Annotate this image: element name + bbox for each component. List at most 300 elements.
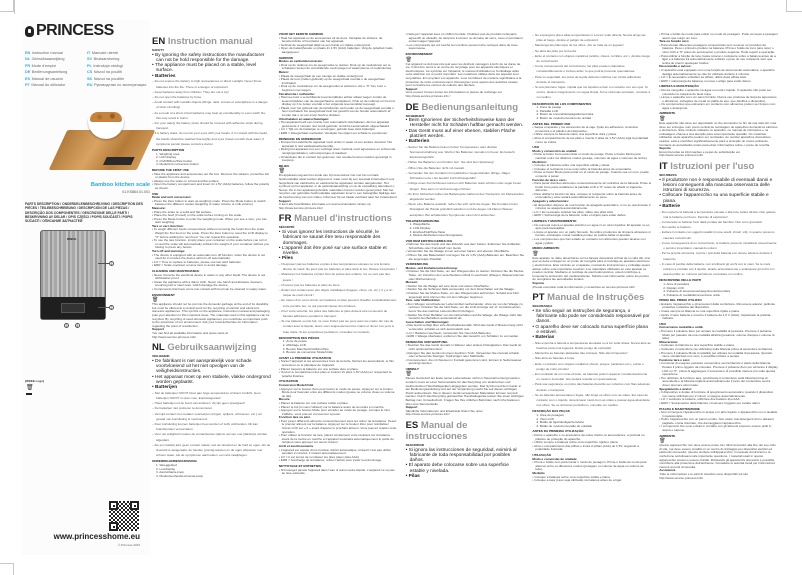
section-subheading: SICUREZZA xyxy=(659,173,677,177)
subheading: Tare or zero function: xyxy=(152,223,184,228)
bullet-item: • Prima o botão de modo para entrar no modo de pesagem. Pode começar a pesagem assim que surgir um zero. xyxy=(659,33,778,40)
bullet-item: • Os componentes que estiveram em contacto com alimentos podem ser limpos com água e detergente. xyxy=(659,103,778,110)
language-code: NL xyxy=(152,342,165,354)
battery-warning: – Para sua segurança, os pólos das baterias deverão ser cobertos com fitas adesivas durante o transporte. xyxy=(532,382,651,392)
battery-warning: – Para su seguridad, los polos de la pila deberán cubrirse con cintas adhesivas durante el transporte. xyxy=(532,75,651,85)
parts-list-item: 4. Modus/eenheidsconversie-knop xyxy=(156,473,204,478)
diagram-brand: RINCE xyxy=(67,237,77,241)
subheading: Medición: xyxy=(532,159,547,164)
section-subheading: SEGURIDAD xyxy=(405,443,425,447)
bullet-item: • Nehmen Sie das Gerät und das Zubehör aus dem Karton. Entfernen Sie Aufkleber, Schutzfolie oder Kunststoff vom Gerät. xyxy=(406,243,525,250)
bullet-item: • ERR = Sobrecarga de la báscula; retire el objeto para evitar daños. xyxy=(532,214,651,218)
bullet-item: • Clean the appliance with a damp cloth. Never use harsh and abrasive cleaners, scouring pad or steel wool, which damage the device. xyxy=(152,281,271,288)
section-subheading: ENVIRONNEMENT xyxy=(405,51,433,56)
subheading: Modo e conversão de unidade xyxy=(532,456,577,461)
bullet-item: • Plaats voor het gebruik van de tarrafunctie uw houder op de weegschaal voordat u hem inschakelt. De weegschaal trekt het gewicht van de houder automatisch af zonder dat u op een knop hoeft te drukken. xyxy=(279,107,398,118)
bullet-item: • Reinig het apparaat met een vochtige doek. Gebruik nooit agressieve en schurende reinigingsmiddelen, schuursponsjes of staalwol. xyxy=(279,148,398,155)
paragraph: Tutte le informazioni e le parti di ricambio sono disponibili sul sito http://www.service.princess.info! xyxy=(659,472,748,480)
copyright: © Princess 2019 xyxy=(117,543,140,547)
parts-list-item: 1. Weighing area xyxy=(156,151,180,156)
bullet-item: • Always use the scale on a hard and flat surface. xyxy=(152,180,271,184)
bullet-item: • Haal het apparaat en de accessoires uit de doos. Verwijder de stickers, de beschermfolie of het plastic van het apparaat. xyxy=(279,37,398,44)
battery-warning: – Mantenha as baterias afastadas das crianças. Não são brinquedos! xyxy=(532,351,651,356)
language-entry xyxy=(25,64,87,68)
product-code: 01.KS864.01.001 xyxy=(122,190,150,194)
bullet-item: • Pulire l'apparecchio con un panno umido. Non usare mai detergenti duri o abrasivi, pagliette o lana d'acciaio, che danneggiano l'apparecchio. xyxy=(659,418,778,425)
parts-list-item: 1. Weeggebied xyxy=(156,463,177,468)
bullet-item: • Sortez l'appareil et les accessoires hors de la boîte. Retirez les autocollants, le film protecteur ou le plastique de l'appareil. xyxy=(279,360,398,367)
bullet-item: • El dispositivo dispone de una función de apagado automático; si no se usa durante 2 minutos se apagará automáticamente. xyxy=(532,204,651,211)
safety-warning: • El aparato debe colocarse sobre una superficie estable y nivelada. xyxy=(406,463,525,474)
bullet-item: • Drücken Sie die Modus-Taste, um den Wiegemodus aufzurufen. Sobald eine Null angezeigt wird, können Sie mit dem Wiegen beginnen. xyxy=(406,292,525,299)
bullet-item: • Aprire il vano batterie e inserire 2 batterie da 1,5 V (AAA), rispettando la polarità indicata. xyxy=(659,314,778,321)
section-subheading: ENVIRONMENT xyxy=(152,292,175,297)
paragraph: U kunt alle beschikbare informatie en reserveonderdelen vinden op http://www.service.princess.info! xyxy=(278,202,371,210)
bullet-item: • Coloque a taça (caso seja utilizada) na balança antes de a ligar. xyxy=(532,479,651,483)
bullet-item: • Hiermee kunt u verschillende levensmiddelen achter elkaar wegen zonder de levensmiddelen van de weegschaal te verwijderen. Druk op de nulknop om het lcd-display op 0 te zetten voordat u het volgende levensmiddel toevoegt. xyxy=(279,96,398,107)
safety-warning: • De fabrikant is niet aansprakelijk voor schade voortvloeiend uit het niet opvolgen van de veiligheidsinstructies. xyxy=(152,359,271,375)
manual-title: Gebruiksaanwijzing xyxy=(167,342,257,354)
subheading: Modo y conversión de unidad: xyxy=(532,148,578,153)
environment-block xyxy=(659,439,778,469)
section-subheading: UTILISATION xyxy=(278,379,298,384)
bullet-item: • ERR = Scale overload, remove item to avoid damage. xyxy=(152,264,271,268)
subheading: Soporte xyxy=(532,280,545,285)
subheading: Apagado y advertencias: xyxy=(532,199,570,204)
language-heading xyxy=(406,102,525,113)
section-subheading: VOOR HET EERSTE GEBRUIK xyxy=(278,32,324,36)
subheading: Mesure xyxy=(278,397,290,402)
callout-2: 2 xyxy=(110,305,113,310)
callout-1: 1 xyxy=(110,261,113,266)
parts-list-item: 4. Botón de modo/conversión de unidad xyxy=(536,116,592,121)
parts-list-item: 3. Pulsante di accensione/spegnimento/zero/tara xyxy=(663,289,731,294)
bullet-item: • Non immergere l'apparecchio in acqua o in altro liquido. L'apparecchio non è lavabile in lavastoviglie. xyxy=(659,411,778,418)
language-code: EN xyxy=(152,36,166,47)
battery-warning: – Do not open the batteries by force. xyxy=(152,95,271,100)
parts-list-item: 4. Modus-/Einheitenumrechnungstaste xyxy=(409,233,463,238)
battery-warning: – Vermijd contact met metalen voorwerpen (ringen, spijkers, schroeven, etc.) om gevaar van kortsluiting te voorkomen! xyxy=(152,412,271,422)
environment-block xyxy=(532,252,651,282)
parts-list-item: 2. Display LCD xyxy=(663,285,684,290)
section-subheading: UMWELT xyxy=(405,366,419,371)
language-heading xyxy=(406,420,525,442)
language-code: ES xyxy=(25,76,31,81)
battery-warning: – If a battery leaks, do not rub your eyes with your hands. If in contact with the liquid, the hands should be washed thoroughly and eyes rinsed out with clear water, if symptoms persist please consult a doctor. xyxy=(152,131,271,147)
language-code: CS xyxy=(87,70,93,75)
bullet-item: • Pour peser différents aliments consécutivement sans les retirer de la balance. Pesez le premier aliment sur la balance. Appuyez sur le bouton Zéro pour réinitialiser l'écran LCD sur « 0 » avant d'ajouter le prochain aliment. Vous pouvez répéter cette opération. xyxy=(279,420,398,434)
environment-block xyxy=(279,169,398,199)
callout-4: 4 xyxy=(76,324,79,328)
section-subheading: SICHERHEIT xyxy=(405,113,425,118)
environment-block xyxy=(659,117,778,147)
bullet-item: • Dompel het elektrische apparaat nooit onder in water of een andere vloeistof. Het apparaat is niet vaatwasserbestendig. xyxy=(279,141,398,148)
product-name: Bamboo kitchen scale xyxy=(90,182,150,188)
battery-warning: – As a result of a short circuit batteries may heat up considerably or even catch fire, this may result in burns. xyxy=(152,111,271,121)
weee-bin-icon: 🗑 xyxy=(405,56,412,63)
section-subheading: LIMPIEZA Y MANTENIMIENTO xyxy=(532,219,577,224)
battery-warning: – Als een batterij lekt, geen contact maken met de vloeistof en de huid en ogen. Als de vloeistof is aangeraakt, de handen grondig wassen en de ogen afspoelen met schoon water. Als de symptomen aanhouden, een arts raadplegen. xyxy=(152,443,271,459)
environment-block xyxy=(152,298,271,328)
section-subheading: PULIZIA E MANUTENZIONE xyxy=(659,406,700,411)
language-label: Mode d'emploi xyxy=(31,63,57,68)
subheading: Support xyxy=(278,198,291,203)
parts-list-item: 3. Botão de ligar/desligar/zero/tara xyxy=(536,420,584,425)
battery-warning: – Avoid contact with metallic objects (Rings, nails, screws et cetera)there is a danger of short circuiting! xyxy=(152,100,271,110)
callout-line xyxy=(98,263,109,264)
language-code: NL xyxy=(25,57,31,62)
paragraph: Encontra todas as informações e peças de substituição em http://www.service.princess.info! xyxy=(659,149,741,158)
subheading: Meten: xyxy=(278,69,289,74)
battery-warning: – Mantenga las pilas lejos de los niños. ¡No se trata de un juguete! xyxy=(532,43,651,48)
bullet-item: • Verwenden Sie die Waage immer auf einer harten und ebenen Oberfläche. xyxy=(406,250,525,254)
weee-bin-icon: 🗑 xyxy=(26,385,34,391)
bullet-item: • The device is equipped with an automatic turn off function, when the device is not used for 2 minutes the device will turn off automatically. xyxy=(152,254,271,261)
language-entry xyxy=(25,51,87,55)
manual-title: Manuel d'instructions xyxy=(294,213,392,225)
bullet-item: • Coloque el recipiente (si se usa) sobre la báscula antes de encenderla. xyxy=(532,168,651,172)
bullet-item: • Consente di eseguire pesature consecutive senza liberare il piatto della bilancia. Pesare il primo oggetto da misurare. Premere il pulsante Zero per azzerare il display LCD su "0", prima di aggiungere il successivo. È possibile ripetere più volte questa operazione. xyxy=(659,362,778,376)
parts-list-item: 2. Pantalla LCD xyxy=(536,108,559,113)
section-subheading: NETTOYAGE ET ENTRETIEN xyxy=(278,464,321,469)
bullet-item: • Appuyez sur le bouton Zéro pour lancer le mode de pesée. Appuyez sur le bouton Mode pour basculer entre les différents modes (pesée ou volume d'eau ou volume de lait). xyxy=(279,388,398,399)
language-code: SK xyxy=(87,76,93,81)
bullet-item: • Reinigen Sie das Gerät mit einem feuchten Tuch. Verwenden Sie niemals scharfe oder scheuernde Reiniger, Topfreiniger oder Stahlwolle. xyxy=(406,352,525,359)
bullet-item: • Pour utiliser la fonction de tare, placez simplement votre récipient sur la balance avant de la mettre en marche et l'appareil soustraira automatiquement le poids du récipient sans appuyer sur aucun bouton. xyxy=(279,434,398,445)
subheading: Mode and unit conversion: xyxy=(152,195,192,200)
callout-line xyxy=(98,307,109,308)
safety-warning: • Collocare l'apparecchio su una superficie stabile e piana. xyxy=(659,193,778,204)
language-label: Návod na použitie xyxy=(93,76,125,81)
product-photo xyxy=(58,112,150,182)
bullet-item: • Appuyez sur le bouton Mode pour accéder au mode de pesage. Lorsque le zéro s'affiche, vous pouvez commencer à peser. xyxy=(279,409,398,416)
weee-bin-icon: 🗑 xyxy=(278,168,286,175)
language-entry xyxy=(25,70,87,74)
parts-list-item: 4. Bouton de conversion Mode/Unité xyxy=(282,350,333,355)
battery-warning: – Do not expose the battery to high temperatures or direct sunlight. Never throw batteries into the fire. There is a danger of explosion! xyxy=(152,79,271,89)
language-code: FR xyxy=(25,63,31,68)
manual-title: Manual de Instruções xyxy=(547,292,645,304)
weee-bin-icon: 🗑 xyxy=(659,438,666,445)
battery-warning: – Door kortsluiting kunnen batterijen heet worden of zelfs ontbranden. Dit kan brandwonden veroorzaken. xyxy=(152,422,271,432)
weee-bin-icon: 🗑 xyxy=(152,297,159,304)
language-entry xyxy=(87,83,149,87)
battery-warning: – Voor uw veiligheid moeten de contactpunten tijdens vervoer met plakstrips worden afgeplakt. xyxy=(152,432,271,442)
battery-warning: – Non aprire le batterie. xyxy=(659,225,778,230)
safety-warning: • Il produttore non è responsabile di eventuali danni e lesioni conseguenti alla mancata osservanza delle istruzioni di sicurezza. xyxy=(659,178,778,194)
section-subheading: USO xyxy=(532,145,540,150)
paragraph: Sämtliche Informationen und Ersatzteile finden Sie unter http://www.service.princess.info! xyxy=(405,408,483,417)
manual-text-columns xyxy=(152,33,778,483)
battery-warning: – N'ouvrez pas les batteries et piles de force. xyxy=(279,283,398,288)
safety-warning: • By ignoring the safety instructions the manufacturer can not be hold responsible for the damage. xyxy=(152,53,271,64)
language-label: Руководство по эксплуатации xyxy=(93,82,147,87)
environment-block xyxy=(406,372,525,406)
bullet-item: • No sumerja nunca el aparato eléctrico en agua ni en otros líquidos. El aparato no es apto para lavavajillas. xyxy=(532,224,651,231)
subheading: Desconexão e avisos: xyxy=(659,64,692,69)
bullet-item: • To weigh different foods consecutively without removing the foods from the scale. Weigh the first food on the scale. Press the Zero button to reset the LCD display to "0" before adding the next food. You can repeat this operation. xyxy=(152,228,271,239)
section-subheading: DESCRIPTION DES PIÈCES xyxy=(278,335,320,340)
scale-display xyxy=(103,157,135,165)
battery-warning: – For your safety the battery poles should be covered with adhesive strips during transport. xyxy=(152,121,271,131)
language-code: RU xyxy=(87,82,93,87)
crop-mark xyxy=(0,0,14,12)
bullet-item: • Limpe o aparelho com um pano húmido. Nunca use produtos de limpeza agressivos e abrasivos, esfregões de metal ou palha de aço, que danifica o dispositivo. xyxy=(659,96,778,103)
environment-text: Questo apparecchio non deve essere posto tra i rifiuti domestici alla fine del suo ciclo di vita, ma deve essere smaltito in un centro di riciclaggio per dispositivi elettrici ed elettronici domestici. Questo simbolo sull'apparecchio, il manuale di istruzioni e la confezione sottolineano tale importante questione. I materiali usati in questo apparecchio possono essere riciclati. Riciclando gli apparecchi domestici è possibile contribuire alla protezione dell'ambiente. Contattare le autorità locali per informazioni inerenti ai punti di raccolta. xyxy=(659,443,776,469)
bullet-item: • Pulse el botón Modo para entrar en el modo de pesaje. Cuando vea un cero, puede empezar a pesar. xyxy=(532,171,651,178)
battery-warning: – Evite el contacto con objetos metálicos (anillos, clavos, tornillos, etc.). ¡Existe riesgo de cortocircuito! xyxy=(532,54,651,64)
subheading: Misurazione: xyxy=(659,339,679,344)
language-label: Bedienungsanleitung xyxy=(31,70,68,75)
battery-warning: – Évitez tout contact avec des objets métalliques (bagues, clous, vis, etc.). Il y a un risque de court-circuit ! xyxy=(279,288,398,298)
bullet-item: • Placez le bol (si vous l'utilisez) sur la balance avant de la mettre en marche. xyxy=(279,406,398,410)
parts-list-item: 1. Zona de pesaje xyxy=(536,105,562,110)
language-label: Návod na použití xyxy=(93,70,123,75)
subheading: Uitschakelen en waarschuwingen: xyxy=(278,116,330,121)
manual-title: Bedienungsanleitung xyxy=(421,101,519,113)
batteries-heading: • Baterias xyxy=(532,335,651,341)
section-subheading: USE xyxy=(152,191,159,196)
parts-list-item: 4. Mode/Unit conversion button xyxy=(156,162,199,167)
section-subheading: DESCRIZIONE DELLE PARTI xyxy=(659,278,702,283)
subheading: Tara- oder Nullfunktion: xyxy=(405,298,441,303)
bullet-item: • Usare sempre la bilancia su una superficie rigida e piana. xyxy=(659,310,778,314)
bullet-item: • Coloque la báscula sobre una superficie sólida y plana. xyxy=(532,164,651,168)
subheading: Ausschalten und Warnungen: xyxy=(405,319,450,324)
battery-warning: – Per la propria sicurezza, coprire i poli della batteria con strisce adesive durante il trasporto. xyxy=(659,251,778,261)
section-subheading: AMBIENTE xyxy=(659,111,676,116)
section-subheading: GEBRUIK xyxy=(278,55,294,60)
safety-warning: • Het apparaat moet op een stabiele, vlakke ondergrond worden geplaatst. xyxy=(152,375,271,386)
weee-bin-icon: 🗑 xyxy=(659,116,666,123)
section-subheading: AMBIENTE xyxy=(659,433,676,438)
language-label: Manual do utilizador xyxy=(31,82,66,87)
bullet-item: • LO = Tijd om de batterijen te vervangen; gebruik twee AAA-batterijen xyxy=(279,128,398,132)
language-label: Bruksanvisning xyxy=(93,57,120,62)
bullet-item: • Retire o aparelho e os acessórios da caixa. Retire os autocolantes, a película ou plástico de proteção do aparelho. xyxy=(532,434,651,441)
battery-warning: – Si une batterie ou pile fuit, ne vous frottez pas les yeux avec les mains. En cas de contact avec le liquide, lavez-vous soigneusement les mains et rincez vos yeux à l'eau claire. Si les symptômes persistent, consultez un médecin. xyxy=(279,319,398,335)
paragraph: You can find all available information and spare parts at http://www.service.princess.info! xyxy=(152,330,228,339)
bullet-item: • Abra o compartimento das pilhas e insira 2 pilhas (AAA) de 1,5V, seguindo a polaridade ilustrada. xyxy=(532,445,651,452)
manual-title: Istruzioni per l'uso xyxy=(670,161,755,172)
parts-list-item: 4. Botão de modo/conversão de unidade xyxy=(536,423,593,428)
bullet-item: • LO = sostituire le batterie; utilizzare due batterie tipo AAA. xyxy=(659,398,778,402)
bullet-item: • Estrarre l'apparecchio e gli accessori dalla confezione. Rimuovere adesivi, pellicola protettiva o plastica dal dispositivo. xyxy=(659,303,778,310)
battery-warning: – Wenn eine Batterie ausläuft, reiben Sie sich nicht die Augen. Bei Kontakt mit der Flüssigkeit die Hände gründlich waschen und die Augen mit klarem Wasser ausspülen. Bei anhaltenden Symptomen einen Arzt aufsuchen. xyxy=(406,202,525,218)
paragraph: Vous pouvez trouver toutes les informations et pièces de rechange sur http://www.service.princess.info ! xyxy=(405,90,503,98)
subheading: Measure: xyxy=(152,205,166,210)
subheading: Arrêt et avertissements xyxy=(278,444,314,449)
battery-warning: – Como consecuencia del cortocircuito, las pilas pueden calentarse considerablemente o incluso arder, lo que podría provocar quemaduras. xyxy=(532,64,651,74)
battery-warning: – De batterijen niet proberen te demonteren. xyxy=(152,406,271,411)
battery-warning: – N'exposez pas les batteries et piles à des températures élevées ou à la lumière directe du soleil. Ne jetez pas les batteries et piles dans le feu. Risque d'explosion ! xyxy=(279,262,398,272)
language-entry xyxy=(87,70,149,74)
bullet-item: • Place the scale on a solid and flat surface. xyxy=(152,211,271,215)
section-subheading: MILIEU xyxy=(278,163,290,168)
language-heading xyxy=(659,161,778,172)
bullet-item: • Limpie el aparato con un paño húmedo. No utilice productos de limpieza abrasivos ni fuertes, estropajos o lana metálica porque se podría dañar el aparato. xyxy=(532,231,651,238)
battery-warning: – Houd batterijen uit de buurt van kinderen. Zij zijn geen speelgoed! xyxy=(152,401,271,406)
safety-warning: • The appliance must be placed on a stable, level surface. xyxy=(152,63,271,74)
battery-warning: – Em resultado de um curto-circuito, as baterias podem aquecer consideravelmente ou mesmo incendiar. Isto poderá resultar em queimaduras. xyxy=(532,372,651,382)
weee-bin-icon: 🗑 xyxy=(405,371,412,378)
parts-list-item: 3. Bouton Marche/Arrêt/Zéro/Tare xyxy=(282,346,329,351)
section-subheading: VERWENDUNG xyxy=(405,262,429,267)
section-subheading: CLEANING AND MAINTENANCE xyxy=(152,269,200,274)
environment-text: Este aparato no debe desecharse con la basura doméstica al final de su vida útil, sino que se debe entregar en un punto de recogida para el reciclaje de aparatos eléctricos y electrónicos. Este símbolo en el aparato, manual de instrucciones y embalaje quiere alertar sobre esta importante cuestión. Los materiales utilizados en este aparato se pueden reciclar. Mediante el reciclaje de electrodomésticos, usted contribuye a fomentar la protección del medioambiente. Solicite más información sobre los puntos de recogida a las autoridades locales. xyxy=(532,255,651,282)
language-code: PT xyxy=(25,82,30,87)
section-subheading: PRIMA DEL PRIMO UTILIZZO xyxy=(659,298,702,303)
bullet-item: • Saque el aparato y los accesorios de la caja. Quite los adhesivos, la lámina protectora o el plástico del dispositivo. xyxy=(532,126,651,133)
crop-mark xyxy=(786,0,802,12)
diagram-display-panel xyxy=(41,297,105,319)
battery-warning: – Zu Ihrer Sicherheit sollten die Batteriepole während des Transports mit Klebestreifen abgedeckt werden. xyxy=(406,192,525,202)
batteries-heading: • Piles xyxy=(279,256,398,262)
language-label: Gebruiksaanwijzing xyxy=(31,57,65,62)
parts-list-item: 1. Wiegefläche xyxy=(409,222,431,227)
bullet-item: • ERR = sobrecarga da balança; remova o artigo para evitar danos. xyxy=(659,80,778,84)
bullet-item: • Open de batterijhouder en plaats 2x 1,5V (AAA) batterijen. Volg de polariteit zoals aangegeven. xyxy=(279,47,398,54)
section-subheading: SÉCURITÉ xyxy=(278,225,295,230)
language-list xyxy=(25,51,150,87)
section-subheading: VOR DEM ERSTEN GEBRAUCH xyxy=(405,238,453,243)
bullet-item: • L'appareil est équipé d'une fonction d'arrêt automatique, lorsqu'il n'est pas utilisé pendant 2 minutes, il s'éteint automatiquement. xyxy=(279,449,398,456)
language-heading xyxy=(152,36,271,47)
parts-list-item: 2. LCD-Display xyxy=(409,225,431,230)
section-subheading: DESCRIPCIÓN DE LOS COMPONENTES xyxy=(532,101,592,106)
paragraph: ¡Puede encontrar toda la información y recambios en service.princess.info! xyxy=(532,284,635,289)
battery-warning: – Se as baterias apresentarem fugas, não limpe os olhos com as mãos. Em caso de contacto com o líquido, deverá lavar muito bem as mãos e passar água abundante nos olhos. Se os sintomas persistirem, consulte um médico. xyxy=(532,393,651,409)
section-subheading: UTILIZAÇÃO xyxy=(532,452,552,457)
language-heading xyxy=(532,292,651,303)
safety-warning: • Se não seguir as instruções de segurança, o fabricante não pode ser considerado responsável por danos. xyxy=(532,309,651,325)
bullet-item: • Utilice siempre la báscula sobre una superficie dura y plana. xyxy=(532,133,651,137)
bullet-item: • Open the battery compartment and insert 2x 1.5V (AAA) batteries, follow the polarity as shown. xyxy=(152,183,271,190)
environment-text: Dieses Gerät darf am Ende seiner Lebensdauer nicht im Hausmüll entsorgt werden, sondern muss an einer Sammelstelle für das Recycling von elektrischen und elektronischen Haushaltsgeräten abgegeben werden. Das Symbol auf dem Gerät, in der Bedienungsanleitung und auf der Verpackung macht Sie auf diesen wichtigen Punkt aufmerksam. Die in diesem Gerät verwendeten Materialien können recycelt werden. Durch das Recycling gebrauchter Haushaltsgeräte leisten Sie einen wichtigen Beitrag zum Umweltschutz. Fragen Sie Ihre örtlichen Behörden nach Informationen über eine Sammelstelle. xyxy=(405,376,524,406)
bullet-item: • Stellen Sie die Waage auf eine feste und ebene Oberfläche. xyxy=(406,285,525,289)
bullet-item: • Prima o botão zero para iniciar o modo de pesagem. Prima o botão de modo para alternar entre os diferentes modos (pesagem ou volume de água ou volume de leite). xyxy=(532,461,651,472)
callout-3: 3 xyxy=(65,324,68,328)
subheading: Support xyxy=(152,327,164,332)
language-entry xyxy=(87,64,149,68)
bullet-item: • Les composants qui ont touché la nourriture peuvent être nettoyés dans de l'eau savonneuse. xyxy=(406,44,525,51)
safety-warning: • L'appareil doit être posé sur une surface stable et nivelée. xyxy=(279,246,398,257)
safety-warning: • Si vous ignorez les instructions de sécurité, le fabricant ne saurait être tenu responsable des dommages. xyxy=(279,230,398,246)
subheading: Tarrafunctie / nulfunctie: xyxy=(278,91,315,96)
section-subheading: PARTS DESCRIPTION xyxy=(152,148,185,153)
bullet-item: • LO = Batterien wechseln; verwenden Sie zwei AAA-Batterien xyxy=(406,332,525,336)
batteries-heading: • Batterie xyxy=(659,204,778,210)
language-code: DE xyxy=(25,70,31,75)
bullet-item: • Utilize sempre a balança sobre uma superfície rígida e plana. xyxy=(532,441,651,445)
section-subheading: LIMPEZA E MANUTENÇÃO xyxy=(659,84,699,89)
bullet-item: • Plaats de weegschaal op een stevige en vlakke ondergrond. xyxy=(279,75,398,79)
language-code: IT xyxy=(87,51,91,55)
bullet-item: • Press the Zero button to start up weighing mode. Press the Mode button to switch between the different modes (weighing or water volume or milk volume). xyxy=(152,200,271,207)
bullet-item: • Druk op de nulknop om de weegmodus te starten. Druk op de modusknop om te schakelen tussen de verschillende modi (wegen of watervolume of melkvolume). xyxy=(279,64,398,71)
bullet-item: • Collocare la bilancia su una superficie stabile e piana. xyxy=(659,344,778,348)
section-subheading: MEDIO AMBIENTE xyxy=(532,246,560,251)
bullet-item: • Zum Wiegen verschiedener Lebensmittel nacheinander, ohne sie von der Waage zu nehmen. Drücken Sie die Null-Taste, um die LCD-Anzeige auf „0“ zurückzusetzen, bevor Sie das nächste Lebensmittel hinzufügen. xyxy=(406,303,525,314)
bullet-item: • Collocare il contenitore (se utilizzato) sulla bilancia prima di accendere la bilancia. xyxy=(659,348,778,352)
battery-warning: – Non esporre la batteria a temperature elevate o alla luce solare diretta. Non gettare mai le batterie nel fuoco. Pericolo di esplosioni! xyxy=(659,210,778,220)
parts-list-item: 2. Visor LCD xyxy=(536,416,554,421)
subheading: Assistenza xyxy=(659,468,676,473)
website-url[interactable]: www.princesshome.eu xyxy=(53,532,140,541)
safety-warning: • O aparelho deve ser colocado numa superfície plana e estável. xyxy=(532,325,651,336)
subheading: Support xyxy=(405,86,418,91)
bullet-item: • LO = Il est temps de remplacer les piles (deux piles AAA) xyxy=(279,456,398,460)
subheading: Tara ou função zero: xyxy=(659,39,690,44)
qr-code[interactable] xyxy=(108,500,140,532)
language-code: EN xyxy=(25,51,31,55)
safety-warning: • Das Gerät muss auf einer ebenen, stabilen Fläche platziert werden. xyxy=(406,129,525,140)
bullet-item: • Stellen Sie die Schüssel (falls verwendet) vor dem Einschalten auf die Waage. xyxy=(406,288,525,292)
battery-warning: – No abra las pilas por la fuerza. xyxy=(532,49,651,54)
language-entry xyxy=(87,77,149,81)
crest-icon xyxy=(25,26,34,37)
bullet-item: • Het apparaat heeft een functie voor automatisch uitschakelen. Als het apparaat gedurende 2 minuten niet wordt gebruikt, wordt het automatisch uitgeschakeld. xyxy=(279,121,398,128)
crop-mark xyxy=(0,563,14,575)
section-subheading: USO xyxy=(659,321,666,326)
bullet-item: • Öffnen Sie das Batteriefach und legen Sie 2x 1,5V (AAA)-Batterien ein. Beachten Sie die angezeigte Polarität. xyxy=(406,254,525,261)
section-subheading: VEILIGHEID xyxy=(152,354,170,359)
nuts xyxy=(90,112,122,122)
battery-warning: – Keep batteries away from children. They are not a toy! xyxy=(152,90,271,95)
bullet-item: • Abra el compartimento de las pilas e inserte 2 pilas de 1,5V (AAA) siga la polaridad como se indica. xyxy=(532,137,651,144)
weee-bin-icon: 🗑 xyxy=(532,250,539,257)
section-subheading: REINIGUNG UND WARTUNG xyxy=(405,339,448,344)
bullet-item: • Para pesar distintos alimentos consecutivamente sin retirarlos de la báscula. Pulse el botón Cero para restablecer la pantalla LCD a "0" antes de añadir el siguiente alimento. xyxy=(532,182,651,193)
safety-warning: • Beim Ignorieren der Sicherheitshinweise kann der Hersteller nicht für Schäden haftbar gemacht werden. xyxy=(406,118,525,129)
bullet-item: • Components that have come into contact with food can be cleaned in soapy water. xyxy=(152,288,271,292)
battery-warning: – Vermeiden Sie den Kontakt mit metallischen Gegenständen (Ringe, Nägel, Schrauben usw.). Es besteht Kurzschlussgefahr! xyxy=(406,171,525,181)
diagram-lcd xyxy=(61,303,85,313)
parts-heading: PARTS DESCRIPTION / ONDERDELENBESCHRIJVING / DESCRIPTION DES PIÈCES / TEILEBESCHREIBUNG / DESCRIPCIÓN DE LAS PIEZAS / DESCRIÇÃO DOS COMPONENTES / DESCRIZIONE DELLE PARTI / BESKRIVNING AV DELAR / OPIS CZĘŚCI / POPIS SOUČÁSTÍ / POPIS SÚČASTÍ / ОПИСАНИЕ ЗАПЧАСТЕЙ xyxy=(25,202,143,224)
bullet-item: • Pulse el botón Cero para iniciar el modo de pesaje. Pulse el botón Modo para cambiar entre los distintos modos (pesaje, volumen de agua o volumen de leche). xyxy=(532,153,651,160)
bullet-item: • Komponenten, die mit Speisen in Kontakt gekommen sind, können in Seifenwasser gereinigt werden. xyxy=(406,359,525,366)
subheading: Conversion Mode/Unité xyxy=(278,382,314,387)
bullet-item: • Para utilizar la función de tara, coloque el recipiente sobre la báscula antes de encenderla y esta restará automáticamente su peso. xyxy=(532,193,651,200)
battery-warning: – Pour votre sécurité, les pôles des batteries et piles doivent être recouverts de bandes adhésives pendant le transport. xyxy=(279,309,398,319)
bullet-item: • Take the appliance and accessories out the box. Remove the stickers, protective foil or plastic from the device. xyxy=(152,173,271,180)
bullet-item: • LO = É necessário substituir as pilhas; utilize duas pilhas AAA. xyxy=(659,76,778,80)
bullet-item: • Press the Mode button to enter the weighing mode. When you see a zero, you can start weighing. xyxy=(152,218,271,225)
subheading: Messen: xyxy=(405,280,418,285)
bullet-item: • Stellen Sie Ihren Behälter vor dem Einschalten auf die Waage; die Waage zieht das Gewicht des Behälters automatisch ab. xyxy=(406,314,525,321)
parts-list-item: 3. Aan/uit/tarra-knop xyxy=(156,470,184,475)
environment-text: Este aparelho não deve ser depositado no lixo doméstico no fim da sua vida útil, mas deve ser entregue num ponto central de reciclagem de aparelhos domésticos elétricos e eletrónicos. Este símbolo indicado no aparelho, no manual de instruções e na embalagem chama a sua atenção para esta importante questão. Os materiais utilizados neste aparelho podem ser reciclados. Ao reciclar aparelhos domésticos usados, está a contribuir significativamente para a proteção do nosso ambiente. Contacte as autoridades locais para obter informações sobre o ponto de recolha. xyxy=(659,121,778,147)
weee-label: [WEEE Logo] xyxy=(25,379,44,383)
subheading: Spegnimento e avvisi: xyxy=(659,386,692,391)
battery-warning: – Stel de batterijen NOOIT bloot aan hoge temperaturen of direct zonlicht. Gooi batterijen NOOIT in open vuur. Explosiegevaar! xyxy=(152,391,271,401)
manual-title: Manual de instrucciones xyxy=(405,420,468,442)
language-label: Instruction manual xyxy=(31,51,63,55)
parts-list-item: 3. Ein/Aus/Null/Tara-Taste xyxy=(409,229,446,234)
language-code: DE xyxy=(405,101,419,113)
bullet-item: • Nunca mergulhe o aparelho na água ou noutro líquido. O aparelho não pode ser colocado na máquina de lavar loiça. xyxy=(659,89,778,96)
language-entry xyxy=(25,57,87,61)
battery-warning: – Evite o contacto com objetos metálicos (Anéis, pregos, parafusos etc.), existe o perigo de curto-circuito! xyxy=(532,362,651,372)
environment-text: Dit apparaat mag aan het einde van zijn levensduur niet met het normale huishoudelijke afval worden afgevoerd, maar moet bij een speciaal inzamelpunt voor hergebruik van elektrische en elektronische apparaten worden aangeboden. Het symbool op het apparaat, in de gebruiksaanwijzing en op de verpakking attendeert u hierop. De in het apparaat gebruikte materialen kunnen worden gerecycled. Met het recyclen van gebruikte huishoudelijke apparaten levert u een belangrijke bijdrage aan de bescherming van ons milieu. Informeer bij uw lokale overheid naar het inzamelpunt. xyxy=(278,173,398,199)
battery-warning: – Si una pila tiene fugas, impida que los líquidos entren en contacto con sus ojos. Si ocurre, lávelos íntegramente con agua limpia. Si los síntomas persisten, consulte a su médico. xyxy=(532,85,651,101)
subheading: Suporte xyxy=(659,146,671,151)
bullet-item: • Druk op de modusknop om de weegmodus te activeren. Als u "0" ziet, kunt u beginnen met wegen. xyxy=(279,85,398,92)
section-subheading: BEFORE THE FIRST USE xyxy=(152,167,189,172)
brand-name: PRINCESS xyxy=(36,22,114,39)
battery-warning: – Infolge eines Kurzschlusses können sich Batterien stark erhitzen oder sogar Feuer fangen. Dies kann zu Verbrennungen führen. xyxy=(406,181,525,191)
language-heading xyxy=(279,213,398,224)
